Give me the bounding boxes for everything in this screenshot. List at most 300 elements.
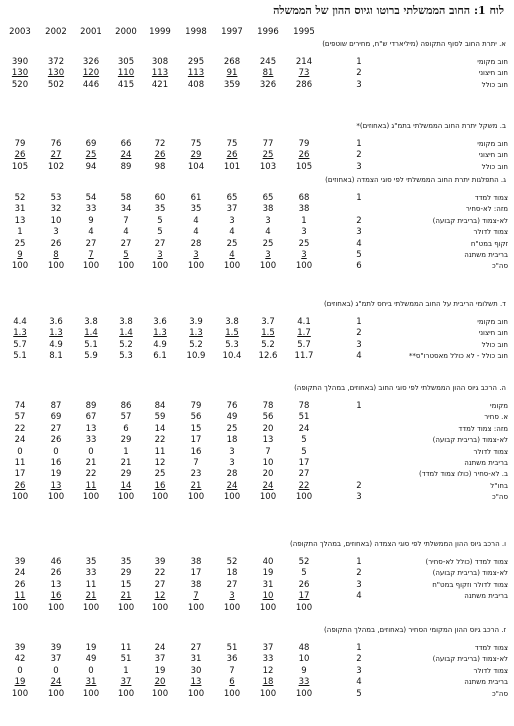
table-cell: 5.9 <box>84 351 98 362</box>
table-cell: 13 <box>50 579 62 590</box>
table-cell: 26 <box>50 435 62 446</box>
table-cell: 51 <box>226 643 238 653</box>
table-cell: 5.7 <box>297 339 311 350</box>
table-row <box>0 447 514 458</box>
table-cell: 42 <box>14 654 26 665</box>
table-cell: 5.7 <box>13 339 27 350</box>
table-cell: 69 <box>50 412 62 423</box>
table-cell: 19 <box>85 643 97 653</box>
table-cell: 1 <box>123 446 129 457</box>
table-row <box>0 580 514 591</box>
table-cell: 1 <box>301 215 307 226</box>
table-cell: 46 <box>50 557 62 567</box>
row-label: לא-צמוד (בריבית קבועה) <box>432 569 508 578</box>
table-cell: 13 <box>190 677 202 688</box>
table-cell: 75 <box>226 139 238 149</box>
table-cell: 19 <box>154 665 166 676</box>
table-cell: 16 <box>50 591 62 602</box>
table-cell: 3.6 <box>49 317 63 327</box>
table-row <box>0 68 514 79</box>
table-cell: 51 <box>298 412 310 423</box>
table-cell: 5.2 <box>119 339 133 350</box>
table-cell: 5 <box>123 250 129 260</box>
table-cell: 53 <box>50 193 62 203</box>
row-number: 1 <box>356 139 362 149</box>
table-cell: 29 <box>120 568 132 579</box>
table-cell: 24 <box>50 677 62 688</box>
table-row <box>0 193 514 204</box>
table-cell: 3.7 <box>261 317 275 327</box>
table-cell: 120 <box>82 68 100 79</box>
table-cell: 31 <box>85 677 97 688</box>
table-cell: 1.4 <box>119 328 133 339</box>
section-title: ג. התפלגות יתרת החוב הממשלתי לפי סוגי הצמדה (באחוזים) <box>325 176 506 184</box>
table-cell: 4.4 <box>13 317 27 327</box>
table-cell: 30 <box>190 665 202 676</box>
table-cell: 79 <box>14 139 26 149</box>
table-cell: 10.9 <box>186 351 206 362</box>
table-cell: 76 <box>226 401 238 411</box>
table-cell: 21 <box>120 458 132 468</box>
table-cell: 0 <box>17 446 23 457</box>
table-cell: 5.3 <box>119 351 133 362</box>
table-cell: 25 <box>154 469 166 480</box>
table-cell: 100 <box>11 492 29 503</box>
table-cell: 12 <box>262 665 274 676</box>
table-cell: 100 <box>117 688 135 699</box>
table-cell: 22 <box>14 423 26 434</box>
table-cell: 3 <box>229 458 235 468</box>
row-label: זקוף במט"ח <box>470 239 508 248</box>
table-cell: 113 <box>187 68 205 79</box>
year-header: 2000 <box>115 27 137 37</box>
table-cell: 100 <box>47 492 65 503</box>
table-cell: 113 <box>151 68 169 79</box>
table-row <box>0 666 514 677</box>
table-cell: 29 <box>120 469 132 480</box>
table-row <box>0 492 514 503</box>
table-cell: 20 <box>154 677 166 688</box>
table-cell: 87 <box>50 401 62 411</box>
table-cell: 11 <box>14 458 26 468</box>
table-cell: 326 <box>82 57 100 67</box>
table-cell: 33 <box>298 677 310 688</box>
table-cell: 26 <box>50 568 62 579</box>
table-cell: 5 <box>301 446 307 457</box>
table-cell: 1.5 <box>225 328 239 339</box>
table-row <box>0 239 514 250</box>
table-cell: 38 <box>298 204 310 215</box>
row-number: 2 <box>356 215 362 226</box>
table-cell: 38 <box>190 557 202 567</box>
table-cell: 59 <box>154 412 166 423</box>
table-cell: 5.1 <box>84 339 98 350</box>
row-number: 2 <box>356 68 362 79</box>
row-number: 5 <box>356 688 362 699</box>
row-number: 3 <box>356 161 362 172</box>
row-number: 1 <box>356 193 362 203</box>
table-cell: 60 <box>154 193 166 203</box>
table-cell: 12.6 <box>258 351 278 362</box>
table-cell: 5 <box>301 435 307 446</box>
table-cell: 100 <box>295 492 313 503</box>
table-row <box>0 654 514 665</box>
table-cell: 15 <box>120 579 132 590</box>
table-cell: 390 <box>11 57 29 67</box>
table-cell: 245 <box>259 57 277 67</box>
table-cell: 34 <box>120 204 132 215</box>
table-cell: 104 <box>187 161 205 172</box>
table-row <box>0 139 514 150</box>
table-cell: 40 <box>262 557 274 567</box>
table-cell: 10 <box>50 215 62 226</box>
row-label: חוב חיצוני <box>478 69 508 78</box>
row-label: בריבית משתנה <box>464 459 508 467</box>
table-cell: 6 <box>123 423 129 434</box>
table-title: לוח 1: החוב הממשלתי ברוטו וגיוס ההון של הממשלה <box>273 4 504 17</box>
table-cell: 7 <box>193 458 199 468</box>
section-title: ה. הרכב גיוס ההון הממשלתי לפי סוגי החוב (באחוזים, במהלך התקופה) <box>294 384 506 392</box>
table-cell: 4 <box>265 227 271 238</box>
row-label: לא-צמוד (בריבית קבועה) <box>432 655 508 664</box>
table-cell: 105 <box>295 161 313 172</box>
table-cell: 295 <box>187 57 205 67</box>
table-cell: 4.9 <box>153 339 167 350</box>
table-cell: 26 <box>50 238 62 249</box>
table-cell: 7 <box>193 591 199 602</box>
table-cell: 78 <box>298 401 310 411</box>
table-cell: 24 <box>226 480 238 491</box>
table-cell: 100 <box>47 261 65 272</box>
table-cell: 18 <box>262 677 274 688</box>
table-row <box>0 80 514 91</box>
table-cell: 27 <box>226 579 238 590</box>
table-cell: 0 <box>53 665 59 676</box>
table-cell: 372 <box>47 57 65 67</box>
table-cell: 1.3 <box>189 328 203 339</box>
row-label: מזה: צמוד למדד <box>458 424 508 433</box>
table-cell: 11 <box>14 591 26 602</box>
table-cell: 100 <box>259 688 277 699</box>
section-title: א. יתרת החוב לסוף התקופה (מיליארדי ש"ח, מחירים שוטפים) <box>322 40 506 48</box>
row-number: 3 <box>356 665 362 676</box>
table-row <box>0 204 514 215</box>
table-cell: 130 <box>47 68 65 79</box>
table-cell: 35 <box>85 557 97 567</box>
table-cell: 10 <box>298 654 310 665</box>
section-title: ד. תשלומי הריבית על החוב הממשלתי ביחס לתמ"ג (באחוזים) <box>323 300 506 308</box>
table-cell: 100 <box>151 492 169 503</box>
table-cell: 65 <box>262 193 274 203</box>
table-cell: 100 <box>117 492 135 503</box>
table-cell: 11 <box>154 446 166 457</box>
table-row <box>0 340 514 351</box>
table-cell: 35 <box>154 204 166 215</box>
row-label: צמוד לדולר <box>473 447 508 456</box>
table-cell: 100 <box>187 602 205 613</box>
table-cell: 79 <box>298 139 310 149</box>
table-cell: 3.8 <box>84 317 98 327</box>
row-label: צמוד לדולר <box>473 666 508 675</box>
table-cell: 22 <box>154 435 166 446</box>
table-cell: 103 <box>259 161 277 172</box>
table-row <box>0 328 514 339</box>
row-number: 3 <box>356 79 362 90</box>
table-cell: 29 <box>120 435 132 446</box>
row-number: 2 <box>356 328 362 339</box>
table-cell: 7 <box>88 250 94 260</box>
table-cell: 3.6 <box>153 317 167 327</box>
table-cell: 49 <box>226 412 238 423</box>
table-cell: 35 <box>190 204 202 215</box>
table-row <box>0 458 514 469</box>
table-cell: 326 <box>259 79 277 90</box>
table-cell: 214 <box>295 57 313 67</box>
table-row <box>0 568 514 579</box>
table-cell: 22 <box>85 469 97 480</box>
row-label: חוב מקומי <box>477 140 508 148</box>
table-row <box>0 227 514 238</box>
table-cell: 25 <box>226 238 238 249</box>
table-cell: 16 <box>154 480 166 491</box>
table-cell: 24 <box>262 480 274 491</box>
year-header: 1998 <box>185 27 207 37</box>
year-header: 1995 <box>293 27 315 37</box>
table-cell: 520 <box>11 79 29 90</box>
year-header: 2001 <box>80 27 102 37</box>
table-cell: 39 <box>50 643 62 653</box>
section-title: ז. הרכב גיוס ההון המקומי הסחיר (באחוזים, במהלך התקופה) <box>324 626 506 634</box>
table-cell: 359 <box>223 79 241 90</box>
table-cell: 25 <box>262 150 274 161</box>
row-number: 2 <box>356 568 362 579</box>
table-cell: 26 <box>154 150 166 161</box>
table-cell: 39 <box>154 557 166 567</box>
table-cell: 1.3 <box>13 328 27 339</box>
table-cell: 57 <box>14 412 26 423</box>
table-cell: 14 <box>120 480 132 491</box>
year-header: 1996 <box>257 27 279 37</box>
row-label: חוב מקומי <box>477 58 508 66</box>
table-row <box>0 424 514 435</box>
row-number: 4 <box>356 351 362 362</box>
table-cell: 15 <box>190 423 202 434</box>
table-cell: 79 <box>190 401 202 411</box>
table-cell: 0 <box>17 665 23 676</box>
row-label: בריבית משתנה <box>464 251 508 259</box>
table-cell: 22 <box>154 568 166 579</box>
table-row <box>0 412 514 423</box>
table-cell: 100 <box>223 602 241 613</box>
table-cell: 100 <box>47 602 65 613</box>
table-cell: 78 <box>262 401 274 411</box>
table-cell: 24 <box>14 435 26 446</box>
table-cell: 3 <box>301 250 307 260</box>
table-cell: 27 <box>154 579 166 590</box>
table-cell: 14 <box>154 423 166 434</box>
table-cell: 31 <box>190 654 202 665</box>
table-cell: 100 <box>223 688 241 699</box>
year-header: 2003 <box>9 27 31 37</box>
table-cell: 4 <box>193 215 199 226</box>
year-header-row <box>0 27 514 39</box>
table-cell: 31 <box>262 579 274 590</box>
table-cell: 5 <box>157 215 163 226</box>
table-cell: 33 <box>85 435 97 446</box>
table-cell: 100 <box>47 688 65 699</box>
table-cell: 4 <box>123 227 129 238</box>
table-cell: 23 <box>190 469 202 480</box>
table-cell: 57 <box>120 412 132 423</box>
table-cell: 33 <box>85 204 97 215</box>
row-number: 6 <box>356 261 362 272</box>
table-cell: 100 <box>117 261 135 272</box>
table-cell: 7 <box>265 446 271 457</box>
table-cell: 27 <box>50 423 62 434</box>
table-cell: 502 <box>47 79 65 90</box>
table-cell: 0 <box>88 446 94 457</box>
table-cell: 11.7 <box>294 351 314 362</box>
table-cell: 81 <box>262 68 274 79</box>
table-cell: 52 <box>226 557 238 567</box>
row-label: צמוד לדולר <box>473 228 508 237</box>
table-cell: 20 <box>262 423 274 434</box>
row-label: לא-צמוד (בריבית קבועה) <box>432 436 508 445</box>
row-number: 3 <box>356 227 362 238</box>
table-row <box>0 401 514 412</box>
table-cell: 89 <box>85 401 97 411</box>
table-cell: 38 <box>262 204 274 215</box>
table-cell: 24 <box>14 568 26 579</box>
table-cell: 11 <box>85 579 97 590</box>
table-cell: 5.2 <box>189 339 203 350</box>
table-cell: 100 <box>295 261 313 272</box>
row-number: 3 <box>356 579 362 590</box>
table-cell: 8.1 <box>49 351 63 362</box>
table-cell: 25 <box>226 423 238 434</box>
table-cell: 6.1 <box>153 351 167 362</box>
table-cell: 100 <box>82 261 100 272</box>
table-cell: 54 <box>85 193 97 203</box>
row-number: 2 <box>356 654 362 665</box>
table-cell: 26 <box>14 579 26 590</box>
table-cell: 39 <box>14 643 26 653</box>
table-cell: 29 <box>190 150 202 161</box>
table-row <box>0 643 514 654</box>
row-label: חוב כולל <box>481 340 508 349</box>
table-cell: 56 <box>262 412 274 423</box>
table-cell: 1.3 <box>153 328 167 339</box>
table-cell: 27 <box>85 238 97 249</box>
table-row <box>0 435 514 446</box>
table-cell: 68 <box>298 193 310 203</box>
row-number: 1 <box>356 57 362 67</box>
table-cell: 3 <box>301 227 307 238</box>
table-cell: 130 <box>11 68 29 79</box>
table-cell: 20 <box>262 469 274 480</box>
table-cell: 27 <box>190 643 202 653</box>
table-cell: 100 <box>82 688 100 699</box>
row-label: צמוד למדד <box>474 194 508 202</box>
table-cell: 26 <box>298 150 310 161</box>
table-cell: 5 <box>301 568 307 579</box>
table-cell: 49 <box>85 654 97 665</box>
row-label: סה"כ <box>491 493 508 502</box>
row-label: חוב כולל - לא כולל מאסטרו"ס** <box>408 352 508 361</box>
row-label: לא-צמוד (בריבית קבועה) <box>432 216 508 225</box>
table-cell: 0 <box>88 665 94 676</box>
table-cell: 19 <box>14 677 26 688</box>
table-cell: 1.5 <box>261 328 275 339</box>
row-label: סה"כ <box>491 262 508 271</box>
table-cell: 1.7 <box>297 328 311 339</box>
row-label: חוב כולל <box>481 80 508 89</box>
table-cell: 84 <box>154 401 166 411</box>
table-cell: 56 <box>190 412 202 423</box>
row-number: 1 <box>356 643 362 653</box>
table-cell: 3 <box>265 250 271 260</box>
table-cell: 11 <box>85 480 97 491</box>
table-cell: 100 <box>11 602 29 613</box>
table-cell: 75 <box>190 139 202 149</box>
row-number: 2 <box>356 150 362 161</box>
table-cell: 100 <box>223 261 241 272</box>
table-row <box>0 603 514 614</box>
table-cell: 100 <box>295 602 313 613</box>
row-number: 5 <box>356 250 362 260</box>
table-cell: 17 <box>298 591 310 602</box>
table-cell: 69 <box>85 139 97 149</box>
table-cell: 6 <box>229 677 235 688</box>
table-row <box>0 677 514 688</box>
table-cell: 100 <box>259 261 277 272</box>
table-cell: 36 <box>226 654 238 665</box>
table-row <box>0 317 514 328</box>
row-label: בריבית משתנה <box>464 592 508 601</box>
table-cell: 3 <box>193 250 199 260</box>
table-cell: 1.4 <box>84 328 98 339</box>
table-cell: 24 <box>120 150 132 161</box>
table-cell: 12 <box>154 591 166 602</box>
table-row <box>0 469 514 480</box>
table-cell: 89 <box>120 161 132 172</box>
table-cell: 3 <box>229 215 235 226</box>
table-cell: 26 <box>14 480 26 491</box>
table-cell: 4 <box>229 250 235 260</box>
table-cell: 37 <box>262 643 274 653</box>
table-cell: 308 <box>151 57 169 67</box>
table-row <box>0 150 514 161</box>
table-cell: 33 <box>262 654 274 665</box>
table-cell: 11 <box>120 643 132 653</box>
row-label: צמוד למדד <box>474 644 508 652</box>
table-cell: 48 <box>298 643 310 653</box>
table-cell: 4 <box>193 227 199 238</box>
row-label: חוב חיצוני <box>478 329 508 338</box>
table-cell: 37 <box>154 654 166 665</box>
year-header: 1997 <box>221 27 243 37</box>
table-cell: 17 <box>298 458 310 468</box>
table-cell: 67 <box>85 412 97 423</box>
table-cell: 51 <box>120 654 132 665</box>
row-number: 1 <box>356 557 362 567</box>
table-cell: 3 <box>265 215 271 226</box>
table-cell: 26 <box>14 150 26 161</box>
row-label: ב. לא-סחיר (כולו צמוד למדד) <box>419 470 508 479</box>
table-cell: 5.1 <box>13 351 27 362</box>
row-number: 3 <box>356 339 362 350</box>
table-cell: 17 <box>190 435 202 446</box>
